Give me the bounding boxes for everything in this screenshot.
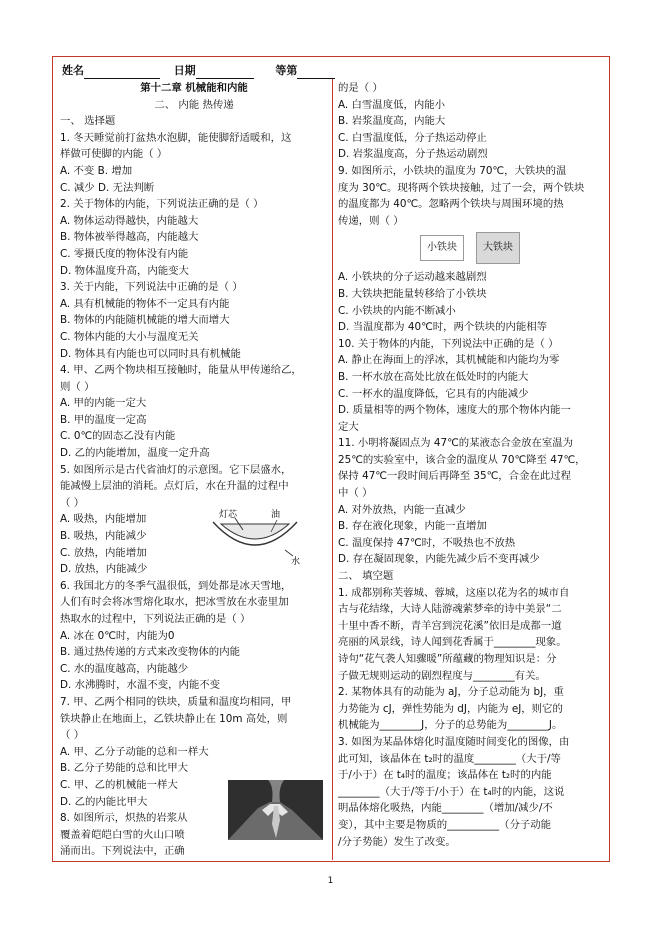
left-line: 一、 选择题	[60, 115, 116, 128]
right-b-line: 3. 如图为某晶体熔化时温度随时间变化的图像，由	[338, 735, 570, 748]
left-line: C. 物体内能的大小与温度无关	[60, 330, 199, 343]
name-field[interactable]	[84, 66, 160, 79]
volcano-photo	[228, 780, 323, 840]
right-b-line: A. 静止在海面上的浮冰，其机械能和内能均为零	[338, 354, 560, 367]
blocks-figure-space	[338, 229, 602, 269]
right-a-line: 度为 30℃。现将两个铁块接触，过了一会，两个铁块	[338, 181, 585, 194]
left-line: 1. 冬天睡觉前打盆热水泡脚，能使脚舒适暖和，这	[60, 131, 292, 144]
left-line: C. 0℃的固态乙没有内能	[60, 430, 176, 443]
left-line: C. 放热，内能增加	[60, 546, 147, 559]
large-iron-block: 大铁块	[476, 232, 520, 264]
right-b-line: C. 小铁块的内能不断减小	[338, 304, 456, 317]
left-line: C. 甲、乙的机械能一样大	[60, 778, 178, 791]
right-b-line: 11. 小明将凝固点为 47℃的某液态合金放在室温为	[338, 437, 574, 450]
left-line: 5. 如图所示是古代省油灯的示意图。它下层盛水，	[60, 463, 292, 476]
right-b-line: B. 大铁块把能量转移给了小铁块	[338, 287, 487, 300]
right-a-line: B. 岩浆温度高，内能大	[338, 115, 446, 128]
left-line: 8. 如图所示，炽热的岩浆从	[60, 812, 188, 825]
wick-label: 灯芯	[219, 510, 238, 520]
right-b-line: 10. 关于物体的内能，下列说法中正确的是（ ）	[338, 337, 559, 350]
right-b-line: 2. 某物体具有的动能为 aJ，分子总动能为 bJ，重	[338, 686, 564, 699]
right-b-line: 明晶体熔化吸热，内能________（增加/减少/不	[338, 802, 553, 815]
left-line: 则（ ）	[60, 380, 95, 393]
grade-label: 等第	[275, 64, 298, 77]
left-line: C. 零摄氏度的物体没有内能	[60, 247, 189, 260]
left-line: D. 物体温度升高，内能变大	[60, 264, 189, 277]
right-a-line: A. 白雪温度低，内能小	[338, 98, 446, 111]
right-b-line: 此可知，该晶体在 t₂时的温度________（大于/等	[338, 752, 561, 765]
left-line: 覆盖着皑皑白雪的火山口喷	[60, 828, 185, 841]
left-line: D. 放热，内能减少	[60, 563, 148, 576]
right-b-line: 保持 47℃一段时间后再降至 35℃，合金在此过程	[338, 470, 572, 483]
right-b-line: D. 质量相等的两个物体，速度大的那个物体内能一	[338, 404, 571, 417]
left-line: B. 物体被举得越高，内能越大	[60, 231, 199, 244]
right-b-line: /分子势能）发生了改变。	[338, 835, 456, 848]
left-column	[60, 80, 328, 860]
right-b-line: 诗句“花气袭人知骤暖”所蕴藏的物理知识是：分	[338, 653, 557, 665]
right-b-line: B. 存在液化现象，内能一直增加	[338, 520, 487, 533]
left-line: 2. 关于物体的内能，下列说法正确的是（ ）	[60, 198, 264, 211]
left-line: 3. 关于内能，下列说法中正确的是（ ）	[60, 281, 243, 294]
left-line: D. 水沸腾时，水温不变，内能不变	[60, 679, 221, 692]
right-b-line: 亮丽的风景线，诗人闻到花香属于________现象。	[338, 636, 567, 649]
left-line: 能减慢上层油的消耗。点灯后，水在升温的过程中	[60, 480, 289, 493]
left-line: B. 通过热传递的方式来改变物体的内能	[60, 646, 240, 659]
left-line: （ ）	[60, 496, 85, 509]
chapter-title: 第十二章 机械能和内能	[140, 82, 248, 94]
left-line: B. 物体的内能随机械能的增大而增大	[60, 314, 230, 327]
left-line: C. 减少 D. 无法判断	[60, 181, 155, 194]
left-line: 6. 我国北方的冬季气温很低，到处都是冰天雪地，	[60, 579, 292, 592]
column-divider	[332, 78, 333, 860]
water-label: 水	[291, 557, 301, 566]
small-iron-block: 小铁块	[420, 235, 464, 261]
right-b-line: 机械能为________J，分子的总势能为________J。	[338, 719, 563, 732]
left-line: A. 冰在 0℃时，内能为0	[60, 629, 175, 642]
section-subtitle: 二、 内能 热传递	[154, 98, 234, 111]
right-b-line: 于/小于）在 t₄时的温度；该晶体在 t₂时的内能	[338, 769, 552, 782]
right-b-line: D. 当温度都为 40℃时，两个铁块的内能相等	[338, 321, 548, 334]
left-line: A. 吸热，内能增加	[60, 513, 147, 526]
right-b-line: 十里中香不断，青羊宫到浣花溪”依旧是成都一道	[338, 619, 562, 632]
left-line: 7. 甲、乙两个相同的铁块，质量和温度均相同，甲	[60, 695, 292, 708]
right-a-line: 9. 如图所示，小铁块的温度为 70℃，大铁块的温	[338, 164, 567, 177]
right-b-line: 力势能为 cJ，弹性势能为 dJ，内能为 eJ，则它的	[338, 702, 563, 715]
right-column	[338, 80, 602, 850]
right-b-line: 定大	[338, 420, 359, 433]
left-line: 样做可使脚的内能（ ）	[60, 148, 168, 161]
right-b-line: 中（ ）	[338, 487, 373, 500]
left-line: A. 物体运动得越快，内能越大	[60, 214, 199, 227]
right-b-line: 25℃的实验室中，该合金的温度从 70℃降至 47℃，	[338, 453, 586, 466]
left-line: 热取水的过程中，下列说法正确的是（ ）	[60, 613, 251, 625]
right-a-line: 的温度都为 40℃。忽略两个铁块与周围环境的热	[338, 198, 564, 211]
left-line: D. 乙的内能比甲大	[60, 795, 148, 808]
water-pointer	[285, 550, 293, 556]
right-b-line: A. 小铁块的分子运动越来越剧烈	[338, 271, 487, 284]
date-field[interactable]	[196, 66, 254, 79]
right-b-line: A. 对外放热，内能一直减少	[338, 503, 466, 516]
grade-field[interactable]	[297, 66, 335, 79]
right-b-line: 1. 成都别称芙蓉城、蓉城，这座以花为名的城市自	[338, 586, 570, 599]
right-b-line: C. 一杯水的温度降低，它具有的内能减少	[338, 387, 529, 400]
left-line: A. 具有机械能的物体不一定具有内能	[60, 297, 230, 310]
header-line	[62, 63, 335, 79]
left-line: D. 物体具有内能也可以同时具有机械能	[60, 347, 241, 360]
left-line: C. 水的温度越高，内能越少	[60, 662, 189, 675]
left-line: （ ）	[60, 729, 85, 742]
right-a-line: 传递，则（ ）	[338, 214, 404, 227]
lamp-inner-bowl	[221, 524, 289, 539]
right-a-line: D. 岩浆温度高，分子热运动剧烈	[338, 148, 488, 161]
date-label: 日期	[173, 64, 196, 77]
right-b-line: B. 一杯水放在高处比放在低处时的内能大	[338, 370, 529, 383]
right-b-line: C. 温度保持 47℃时，不吸热也不放热	[338, 536, 516, 549]
right-b-line: D. 存在凝固现象，内能先减少后不变再减少	[338, 553, 540, 566]
right-b-line: 变），其中主要是物质的__________（分子动能	[338, 818, 552, 831]
left-line: B. 吸热，内能减少	[60, 530, 147, 543]
left-line: 铁块静止在地面上，乙铁块静止在 10m 高处，则	[60, 712, 288, 725]
page-number: 1	[327, 876, 334, 886]
left-line: B. 乙分子势能的总和比甲大	[60, 762, 189, 775]
left-line: D. 乙的内能增加，温度一定升高	[60, 447, 210, 460]
left-line: A. 甲的内能一定大	[60, 397, 147, 410]
left-line: 人们有时会将冰雪熔化取水，把冰雪放在水壶里加	[60, 596, 289, 609]
right-question-list-a	[338, 80, 602, 229]
oil-lamp-figure	[205, 508, 305, 566]
left-line: A. 甲、乙分子动能的总和一样大	[60, 745, 209, 758]
left-line: B. 甲的温度一定高	[60, 413, 147, 426]
left-line: 涌而出。下列说法中，正确	[60, 845, 185, 858]
right-a-line: C. 白雪温度低，分子热运动停止	[338, 131, 487, 144]
right-b-line: 子做无规则运动的剧烈程度与________有关。	[338, 669, 546, 682]
right-a-line: 的是（ ）	[338, 82, 383, 94]
left-question-list	[60, 113, 328, 860]
right-question-list-b	[338, 269, 602, 850]
left-line: 4. 甲、乙两个物块相互接触时，能量从甲传递给乙，	[60, 364, 302, 377]
name-label: 姓名	[62, 64, 84, 77]
right-b-line: 古与花结缘，大诗人陆游魂萦梦牵的诗中美景“二	[338, 603, 562, 616]
right-b-line: 二、 填空题	[338, 570, 394, 583]
oil-label: 油	[271, 510, 281, 520]
right-b-line: ________（大于/等于/小于）在 t₄时的内能，这说	[338, 785, 565, 798]
left-line: A. 不变 B. 增加	[60, 164, 133, 177]
